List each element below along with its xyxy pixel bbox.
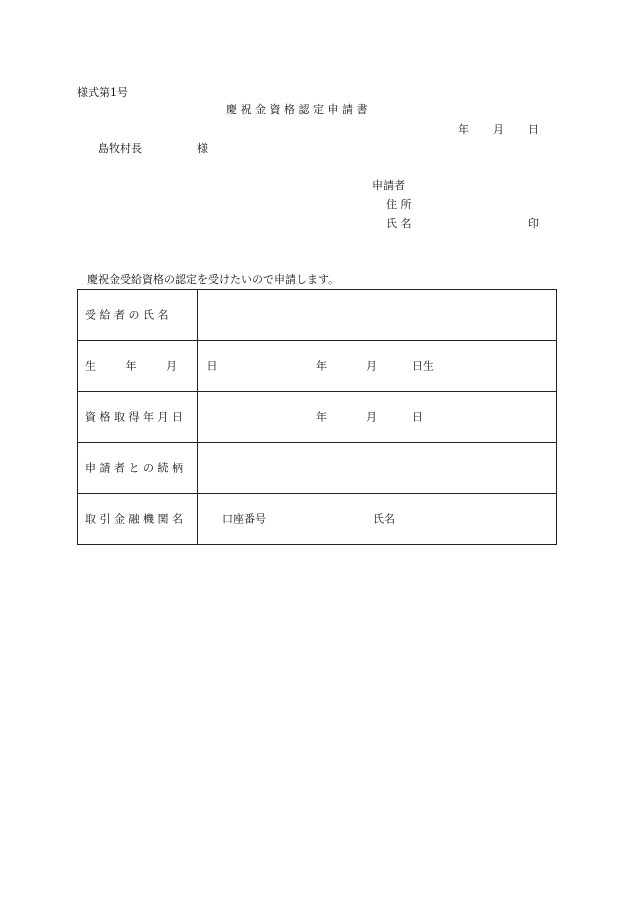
birth-date-label-cell (78, 341, 223, 392)
applicant-heading: 申請者 (372, 179, 405, 192)
addressee-honorific: 様 (197, 142, 208, 155)
application-statement: 慶祝金受給資格の認定を受けたいので申請します。 (87, 273, 340, 286)
table-row-relationship (78, 443, 557, 494)
birth-month-label: 月 (366, 359, 377, 373)
qualification-month-label: 月 (366, 410, 377, 424)
relationship-field[interactable] (198, 443, 557, 494)
qualification-date-field[interactable] (198, 392, 557, 443)
birth-year-label: 年 (316, 359, 327, 373)
table-row-bank (78, 494, 557, 545)
birth-day-label: 日生 (412, 359, 434, 373)
addressee-name: 島牧村長 (98, 142, 142, 155)
document-title: 慶 祝 金 資 格 認 定 申 請 書 (226, 103, 368, 116)
table-row-recipient-name (78, 290, 557, 341)
recipient-name-label: 受 給 者 の 氏 名 (85, 308, 169, 322)
qualification-day-label: 日 (412, 410, 423, 424)
account-holder-label: 氏名 (373, 512, 395, 526)
seal-mark: 印 (528, 217, 539, 230)
birth-date-field[interactable] (198, 341, 557, 392)
recipient-name-label-cell (78, 290, 198, 341)
applicant-name-label: 氏 名 (386, 217, 412, 230)
date-year-label: 年 (458, 123, 469, 136)
table-row-birth-date (78, 341, 557, 392)
qualification-date-label-cell (78, 392, 198, 443)
bank-label-cell (78, 494, 198, 545)
recipient-name-field[interactable] (198, 290, 557, 341)
application-table (77, 289, 557, 545)
date-month-label: 月 (493, 123, 504, 136)
applicant-address-label: 住 所 (386, 198, 412, 211)
account-number-label: 口座番号 (222, 512, 266, 526)
form-number: 様式第1号 (77, 86, 128, 99)
bank-field[interactable] (198, 494, 557, 545)
qualification-date-label: 資 格 取 得 年 月 日 (85, 410, 183, 424)
birth-date-label: 生 年 月 日 (85, 359, 223, 373)
relationship-label: 申 請 者 と の 続 柄 (85, 461, 183, 475)
qualification-year-label: 年 (316, 410, 327, 424)
bank-label: 取 引 金 融 機 関 名 (85, 512, 183, 526)
table-row-qualification-date (78, 392, 557, 443)
date-day-label: 日 (528, 123, 539, 136)
relationship-label-cell (78, 443, 198, 494)
